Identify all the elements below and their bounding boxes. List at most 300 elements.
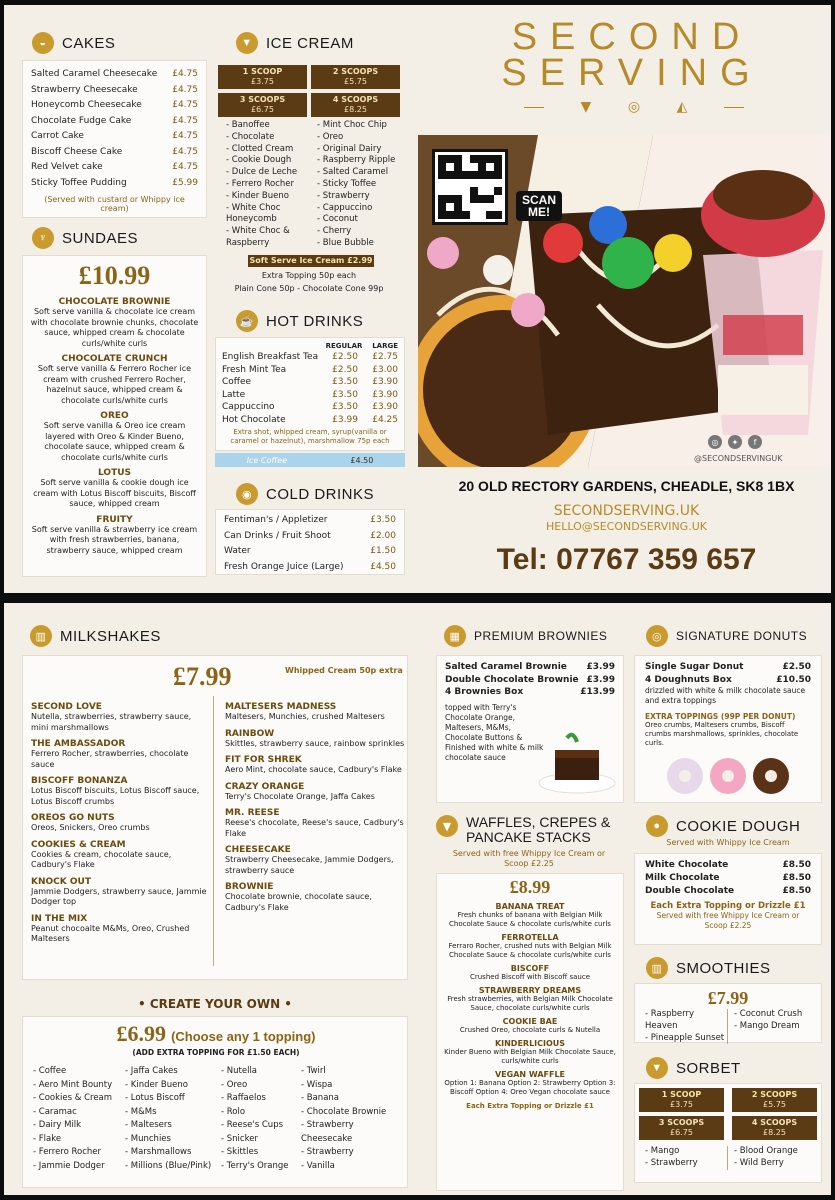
topping-item: - Snicker [221,1133,258,1144]
waffle-desc: Option 1: Banana Option 2: Strawberry Option 3: Biscoff Option 4: Oreo Vegan chocolate sauce [444,1079,616,1096]
facebook-icon[interactable]: f [748,435,762,449]
flavour: - Banoffee [226,120,270,130]
donut-item [645,661,811,674]
milkshake-name: MALTESERS MADNESS [225,702,337,712]
create-your-own-heading: • CREATE YOUR OWN • [138,997,292,1011]
colddrink-item [224,529,396,545]
email-link[interactable]: HELLO@SECONDSERVING.UK [546,520,707,533]
flavour: - Salted Caramel [317,167,389,178]
brownies-heading: ▦ PREMIUM BROWNIES [444,625,607,647]
regular-price: £3.50 [332,402,358,412]
topping-item: - Vanilla [301,1160,335,1171]
milkshake-desc: Lotus Biscoff biscuits, Lotus Biscoff sauce, Lotus Biscoff crumbs [31,786,200,806]
create-your-own-box [22,1016,408,1188]
milkshake-name: MR. REESE [225,808,280,818]
cakes-note: (Served with custard or Whippy ice cream) [44,195,185,213]
flavour: - Raspberry Ripple [317,155,396,166]
topping-item: - Chocolate Brownie [301,1106,387,1117]
flavour: - Blue Bubble [317,237,374,248]
brownies-desc: topped with Terry's Chocolate Orange, Maltesers, M&Ms, Chocolate Buttons & Finished with white & milk chocolate sauce [445,702,544,762]
scoop-cost: £6.75 [670,1128,693,1137]
smoothie-item: - Raspberry Heaven [645,1009,695,1031]
sorbet-item: - Blood Orange [734,1146,798,1156]
colddrinks-box [215,509,405,575]
topping-item: - Banana [301,1093,340,1103]
ice-coffee-row: Ice Coffee £4.50 [215,453,405,467]
milkshake-name: BISCOFF BONANZA [31,776,128,786]
cake-item [31,114,198,130]
topping-item: - Maltesers [125,1120,172,1130]
cookie-price: £8.50 [782,886,811,896]
cake-item-name: Sticky Toffee Pudding [31,177,127,188]
cake-item-name: Chocolate Fudge Cake [31,115,132,126]
brand-icons [524,99,744,115]
social-handle[interactable]: @SECONDSERVINGUK [694,454,783,463]
topping-item: - Jaffa Cakes [125,1066,178,1076]
topping-item: - Marshmallows [125,1147,192,1157]
milkshake-name: CRAZY ORANGE [225,781,305,792]
twitter-icon[interactable]: ✦ [728,435,742,449]
qr-code[interactable] [432,149,508,225]
icecream-heading: ▼ ICE CREAM [236,32,354,54]
icecream-flavours-col2 [317,120,407,250]
hotdrink-item [222,364,398,377]
brand-logo: SECOND SERVING [501,16,763,94]
hotdrink-name: Cappuccino [222,402,275,412]
topping-item: - Twirl [301,1066,326,1076]
cake-item-price: £4.75 [172,69,198,79]
regular-price: £3.50 [332,377,358,387]
colddrink-item-name: Fresh Orange Juice (Large) [224,561,344,572]
instagram-icon[interactable]: ◎ [708,435,722,449]
topping-item: - Caramac [33,1106,77,1117]
menu-page-bottom [4,603,831,1195]
flavour: - Sticky Toffee [317,178,377,189]
scoop-size: 3 SCOOPS [658,1118,705,1127]
regular-price: £2.50 [332,352,358,362]
scoop-price [311,93,400,117]
cake-item [31,129,198,145]
brownie-image [537,728,617,798]
waffle-icon: ▼ [436,815,458,837]
donut-price: £10.50 [776,674,811,685]
hotdrinks-list [222,351,398,426]
cake-item-price: £4.75 [172,146,198,157]
topping-item: - Munchies [125,1133,171,1144]
topping-column [221,1065,301,1173]
brownie-price: £3.99 [586,662,615,672]
hotdrink-item [222,389,398,402]
sorbet-heading: ▼ SORBET [646,1057,741,1079]
scoop-size: 4 SCOOPS [332,95,379,104]
scoop-cost: £6.75 [251,105,274,114]
flavour: - Mint Choc Chip [317,120,387,130]
colddrink-item-name: Water [224,546,251,556]
donuts-extra-heading: EXTRA TOPPINGS (99P PER DONUT) [645,712,796,721]
hot-drink-icon: ☕ [236,310,258,332]
milkshake-name: COOKIES & CREAM [31,839,126,850]
smoothies-price: £7.99 [707,988,749,1008]
extra-topping: Extra Topping 50p each [261,271,357,280]
smoothies-list [645,1009,811,1044]
topping-columns [33,1065,403,1173]
cake-item-name: Honeycomb Cheesecake [31,100,142,110]
icecream-scoops [218,65,400,117]
cookie-price: £8.50 [782,873,811,883]
hotdrink-name: Fresh Mint Tea [222,364,287,375]
colddrinks-list [224,513,396,575]
waffle-desc: Kinder Bueno with Belgian Milk Chocolate Sauce, curls/white curls [444,1048,616,1065]
scoop-size: 1 SCOOP [242,67,283,76]
sorbet-flavours [639,1146,817,1170]
cake-icon: ◒ [32,32,54,54]
donut-icon: ◎ [646,625,668,647]
colddrink-item [224,544,396,560]
colddrink-item-name: Can Drinks / Fruit Shoot [224,530,331,541]
smoothies-box [634,983,822,1043]
waffle-name: VEGAN WAFFLE [494,1070,566,1079]
flavour: - Coconut [317,214,358,225]
milkshake-desc: Strawberry Cheesecake, Jammie Dodgers, strawberry sauce [225,855,394,875]
waffle-desc: Fresh chunks of banana with Belgian Milk Chocolate Sauce & chocolate curls/white curls [449,911,611,928]
donut-name: Single Sugar Donut [645,662,744,672]
donut-price: £2.50 [782,662,811,672]
cold-drink-icon: ◉ [236,483,258,505]
cake-item-name: Strawberry Cheesecake [31,84,138,95]
cake-item-name: Red Velvet cake [31,162,103,172]
regular-price: £3.50 [332,389,358,400]
scoop-size: 1 SCOOP [661,1090,702,1099]
sundae-list [29,297,200,556]
sundaes-box [22,255,207,577]
milkshake-desc: Skittles, strawberry sauce, rainbow sprinkles [225,738,405,748]
colddrink-item-price: £1.50 [370,546,396,556]
scoop-prices [218,65,400,117]
brownie-item [445,674,615,687]
cake-item [31,83,198,99]
scoop-cost: £3.75 [670,1100,693,1109]
topping-item: - Raffaelos [221,1093,266,1103]
scoop-price [732,1116,817,1140]
scoop-cost: £3.75 [251,77,274,86]
brownie-icon: ▦ [444,625,466,647]
milkshake-name: IN THE MIX [31,913,88,924]
colddrink-item-price: £2.00 [370,530,396,541]
cakes-box [22,60,207,218]
topping-item: - Strawberry Cheesecake [301,1120,354,1144]
topping-item: - Aero Mint Bounty [33,1079,113,1090]
hotdrink-prices [332,376,398,389]
sorbet-icon: ▼ [646,1057,668,1079]
cookie-item [645,885,811,898]
cookie-item [645,859,811,872]
large-price: £4.25 [372,414,398,425]
cookiedough-heading: ● COOKIE DOUGH [646,815,800,837]
topping-column [125,1065,221,1173]
smoothie-icon: ▥ [646,957,668,979]
cake-item [31,145,198,161]
hotdrink-prices [332,389,398,402]
waffle-name: BANANA TREAT [495,902,565,911]
hotdrink-name: English Breakfast Tea [222,352,319,362]
milkshake-desc: Aero Mint, chocolate sauce, Cadbury's Flake [225,765,402,774]
milkshake-desc: Reese's chocolate, Reese's sauce, Cadbury's Flake [225,818,404,838]
hotdrink-name: Hot Chocolate [222,414,286,425]
flavour: - Cookie Dough [226,155,292,166]
cake-item [31,67,198,83]
waffles-heading: ▼ WAFFLES, CREPES & PANCAKE STACKS [436,815,610,845]
donuts-extra-desc: Oreo crumbs, Maltesers crumbs, Biscoff crumbs marshmallows, sprinkles, chocolate curls. [645,721,799,747]
cookie-name: White Chocolate [645,860,729,870]
waffle-cone-icon: ◭ [676,99,688,115]
waffle-desc: Crushed Biscoff with Biscoff sauce [469,973,590,981]
large-price: £3.90 [372,377,398,387]
donuts-box [634,655,822,803]
cake-item-price: £5.99 [172,177,198,188]
sorbet-item: - Strawberry [645,1157,698,1168]
topping-item: - M&Ms [125,1106,157,1117]
brownie-item [445,661,615,674]
milkshakes-box [22,655,408,980]
colddrink-item-price: £3.50 [370,515,396,525]
waffle-name: KINDERLICIOUS [494,1039,566,1048]
sundae-icon: ♆ [32,227,54,249]
donut-name: 4 Doughnuts Box [645,674,732,685]
brownie-price: £13.99 [580,687,615,697]
brownie-name: 4 Brownies Box [445,687,524,697]
website-link[interactable]: SECONDSERVING.UK [553,503,700,519]
scoop-size: 2 SCOOPS [332,67,379,76]
milkshake-name: BROWNIE [225,882,274,892]
address: 20 OLD RECTORY GARDENS, CHEADLE, SK8 1BX [458,478,795,494]
donut-icon: ◎ [627,99,641,115]
social-icons [708,435,762,449]
topping-item: - Flake [33,1133,62,1144]
cookie-name: Double Chocolate [645,886,735,896]
scoop-price [732,1088,817,1112]
scoop-size: 2 SCOOPS [751,1090,798,1099]
create-price-line: £6.99 (Choose any 1 topping) [116,1021,316,1046]
waffle-desc: Fresh strawberries, with Belgian Milk Chocolate Sauce, chocolate curls/white curls [447,995,613,1012]
cookie-price: £8.50 [782,860,811,870]
waffle-name: COOKIE BAE [502,1017,558,1026]
waffles-box [436,873,624,1191]
hotdrink-item [222,414,398,427]
large-price: £3.00 [372,364,398,375]
donuts-heading: ◎ SIGNATURE DONUTS [646,625,807,647]
scan-me-label: SCAN ME! [516,191,562,221]
large-price: £2.75 [372,352,398,362]
scoop-cost: £8.25 [763,1128,786,1137]
donut-item [645,674,811,687]
cake-item-price: £4.75 [172,100,198,110]
flavour: - White Choc Honeycomb [226,202,281,225]
topping-item: - Ferrero Rocher [33,1147,102,1157]
milkshake-desc: Cookies & cream, chocolate sauce, Cadbury's Flake [31,849,172,869]
hotdrink-item [222,376,398,389]
brownies-box [436,655,624,803]
milkshakes-price: £7.99 [173,662,232,691]
flavour: - White Choc & Raspberry [226,226,290,248]
topping-item: - Millions (Blue/Pink) [125,1160,212,1171]
topping-column [33,1065,125,1173]
waffle-name: BISCOFF [510,964,550,973]
scoop-price [639,1088,724,1112]
sundae-name: FRUITY [96,514,133,525]
topping-item: - Kinder Bueno [125,1079,188,1090]
sorbet-box [634,1083,822,1183]
cake-item [31,98,198,114]
milkshake-name: CHEESECAKE [225,845,291,855]
milkshake-desc: Peanut chocoalte M&Ms, Oreo, Crushed Maltesers [31,923,190,943]
cone-prices: Plain Cone 50p - Chocolate Cone 99p [234,284,384,293]
cookie-name: Milk Chocolate [645,873,720,883]
cake-item-price: £4.75 [172,162,198,172]
hotdrink-name: Coffee [222,377,252,387]
cake-item-name: Biscoff Cheese Cake [31,146,123,157]
cake-item-price: £4.75 [172,115,198,126]
regular-price: £3.99 [332,414,358,425]
waffles-served: Served with free Whippy Ice Cream or Scoop £2.25 [452,849,606,868]
flavour: - Cherry [317,226,352,237]
milkshake-name: FIT FOR SHREK [225,755,302,765]
sundae-desc: Soft serve vanilla & strawberry ice cream with fresh strawberries, banana, strawberry sauce, whipped cream [31,524,198,555]
flavour: - Cappuccino [317,202,373,213]
topping-item: - Lotus Biscoff [125,1093,185,1103]
cookie-icon: ● [646,815,668,837]
milkshake-name: RAINBOW [225,728,275,739]
scoop-price [639,1116,724,1140]
cake-item [31,176,198,192]
whipped-cream-extra: Whipped Cream 50p extra [285,666,403,675]
cake-item-name: Salted Caramel Cheesecake [31,69,158,79]
milkshake-desc: Maltesers, Munchies, crushed Maltesers [225,712,385,721]
topping-column [301,1065,403,1173]
sundae-desc: Soft serve vanilla & cookie dough ice cream with Lotus Biscoff biscuits, Biscoff sauce, whipped cream [33,478,196,508]
cookiedough-box [634,853,822,945]
waffle-name: STRAWBERRY DREAMS [478,986,582,995]
sundae-desc: Soft serve vanilla & Ferrero Rocher ice cream with crushed Ferrero Rocher, hazelnut sauce, whipped cream & chocolate curls/white curls [37,364,192,405]
flavour: - Chocolate [226,131,275,142]
hotdrink-name: Latte [222,389,246,400]
flavour: - Kinder Bueno [226,190,289,201]
topping-item: - Oreo [221,1079,248,1090]
scoop-cost: £5.75 [344,77,367,86]
waffle-name: FERROTELLA [501,933,559,942]
large-price: £3.90 [372,389,398,400]
milkshake-desc: Nutella, strawberries, strawberry sauce, mini marshmallows [31,712,192,732]
milkshake-desc: Ferrero Rocher, strawberries, chocolate sauce [31,749,189,769]
topping-item: - Rolo [221,1106,246,1117]
sundae-name: CHOCOLATE BROWNIE [58,297,171,307]
scoop-price [218,65,307,89]
cakes-list [31,67,198,191]
milkshake-desc: Terry's Chocolate Orange, Jaffa Cakes [225,791,375,801]
milkshake-name: THE AMBASSADOR [31,739,126,749]
flavour: - Dulce de Leche [226,167,298,178]
cookie-list [645,859,811,898]
flavour: - Ferrero Rocher [226,178,295,189]
sundaes-heading: ♆ SUNDAES [32,227,138,249]
topping-item: - Strawberry [301,1147,354,1157]
donut-list [645,661,811,686]
sundae-name: OREO [100,411,129,421]
smoothies-heading: ▥ SMOOTHIES [646,957,771,979]
milkshakes-heading: ▥ MILKSHAKES [30,625,161,647]
hotdrinks-box: REGULAR LARGE English Breakfast Tea £2.50 £2.75 Fresh Mint Tea £2.50 £3.00 Coffee £3.50 £3.90 Latte £3.50 £3.90 Cappuccino £3.50 £3.90 Hot Chocolate £3.99 £4.25 Extra shot, whipped cream, syrup(vanilla or caramel or hazelnut), marshmallow 75p each [215,337,405,451]
sundae-desc: Soft serve vanilla & Oreo ice cream layered with Oreo & Kinder Bueno, chocolate sauce, whipped cream & chocolate curls/white curls [43,421,186,462]
sorbet-scoop-prices [639,1088,817,1140]
scoop-cost: £5.75 [763,1100,786,1109]
topping-item: - Jammie Dodger [33,1160,105,1171]
milkshakes-right [225,696,405,913]
topping-item: - Nutella [221,1066,258,1076]
cake-item-name: Carrot Cake [31,131,84,141]
cakes-heading: ◒ CAKES [32,32,115,54]
cookie-item [645,872,811,885]
milkshake-icon: ▥ [30,625,52,647]
hotdrinks-heading: ☕ HOT DRINKS [236,310,363,332]
flavour: - Strawberry [317,190,370,201]
ice-cream-cone-icon: ▼ [580,99,592,115]
brownie-name: Double Chocolate Brownie [445,674,579,685]
soft-serve-price: Soft Serve Ice Cream £2.99 [249,256,373,265]
waffles-price: £8.99 [509,877,551,897]
cookiedough-extra: Each Extra Topping or Drizzle £1 [650,901,806,911]
hotdrinks-note: Extra shot, whipped cream, syrup(vanilla or caramel or hazelnut), marshmallow 75p each [230,428,390,445]
milkshake-desc: Jammie Dodgers, strawberry sauce, Jammie Dodger top [31,886,207,906]
colddrink-item [224,513,396,529]
donuts-desc: drizzled with white & milk chocolate sauce and extra toppings [645,686,806,705]
brownie-price: £3.99 [586,674,615,685]
cake-item-price: £4.75 [172,84,198,95]
hotdrink-prices [332,351,398,364]
smoothie-item: - Pineapple Sunset [645,1032,725,1043]
hotdrink-prices [332,401,398,414]
hotdrink-item [222,351,398,364]
menu-page-top [4,5,831,593]
topping-item: - Cookies & Cream [33,1093,113,1103]
waffle-desc: Crushed Oreo, chocolate curls & Nutella [459,1026,601,1034]
sundae-name: LOTUS [98,468,131,478]
sorbet-item: - Wild Berry [734,1157,784,1168]
milkshakes-left [31,696,211,945]
milkshake-desc: Chocolate brownie, chocolate sauce, Cadbury's Flake [225,892,372,912]
colddrinks-heading: ◉ COLD DRINKS [236,483,374,505]
donuts-image [663,756,793,796]
scoop-size: 3 SCOOPS [239,95,286,104]
sundae-desc: Soft serve vanilla & chocolate ice cream with chocolate brownie chunks, chocolate sauce, whipped cream & chocolate curls/white curls [30,307,199,348]
topping-item: - Dairy Milk [33,1120,82,1130]
scoop-price [218,93,307,117]
colddrink-item [224,560,396,576]
topping-item: - Wispa [301,1079,333,1090]
smoothie-item: - Coconut Crush [734,1009,803,1019]
flavour: - Oreo [317,131,344,142]
colddrink-item-price: £4.50 [370,561,396,572]
flavour: - Clotted Cream [226,143,294,154]
large-price: £3.90 [372,402,398,412]
colddrink-item-name: Fentiman's / Appletizer [224,515,328,525]
topping-item: - Coffee [33,1066,67,1076]
cookiedough-served2: Served with free Whippy Ice Cream or Scoop £2.25 [656,911,800,930]
sundaes-price: £10.99 [78,261,151,290]
topping-item: - Skittles [221,1147,259,1157]
regular-price: £2.50 [332,364,358,375]
topping-item: - Reese's Cups [221,1120,284,1130]
phone-number[interactable]: Tel: 07767 359 657 [496,543,757,576]
hero-image [418,135,831,467]
